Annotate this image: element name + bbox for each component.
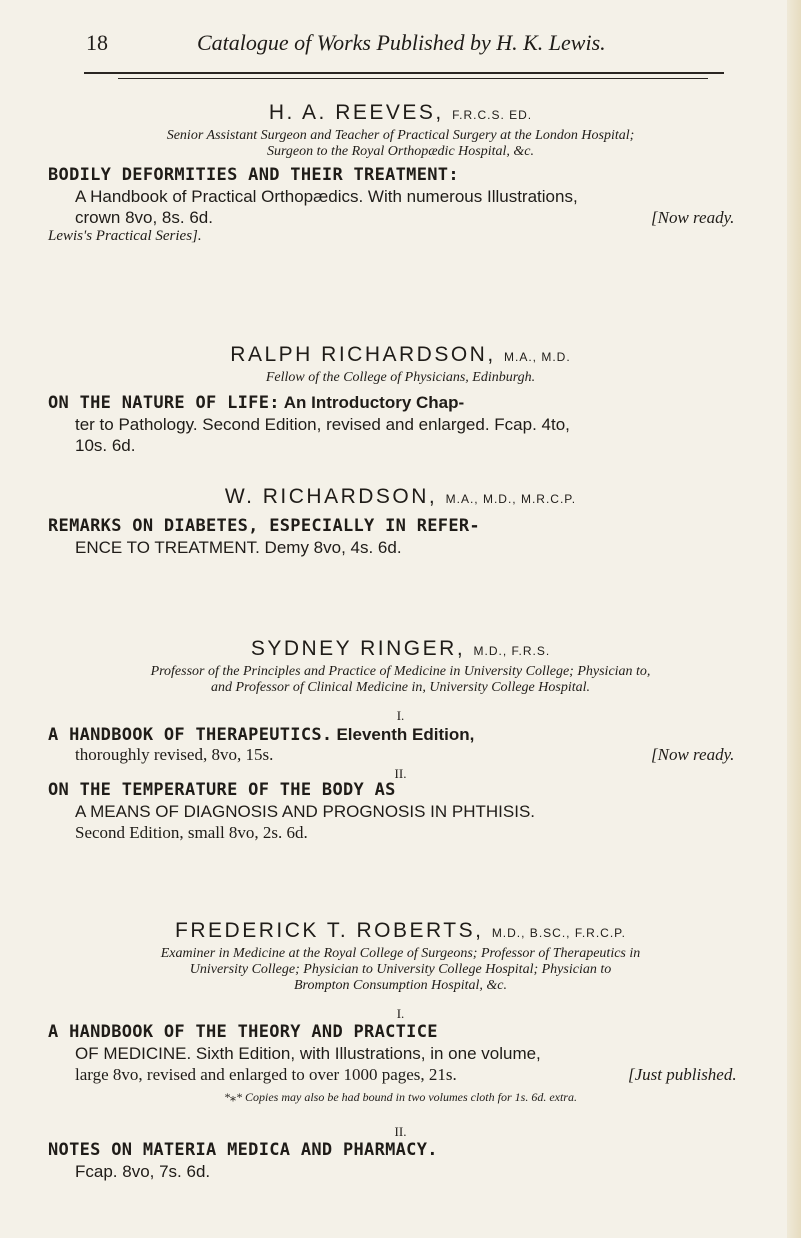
author-credentials: Examiner in Medicine at the Royal College of Surgeons; Professor of Therapeutics in <box>160 946 641 961</box>
work-numeral: I. <box>396 1006 405 1021</box>
running-title: Catalogue of Works Published by H. K. Lewis. <box>197 30 606 55</box>
work-series: Lewis's Practical Series]. <box>48 228 202 244</box>
work-status: [Now ready. <box>651 745 735 764</box>
work-title: BODILY DEFORMITIES AND THEIR TREATMENT: <box>48 165 459 185</box>
author-credentials: Fellow of the College of Physicians, Edinburgh. <box>265 370 536 385</box>
author-name: SYDNEY RINGER, M.D., F.R.S. <box>250 637 551 660</box>
author-entry <box>0 636 801 664</box>
work-note: *⁎* Copies may also be had bound in two volumes cloth for 1s. 6d. extra. <box>224 1090 577 1104</box>
page-edge <box>787 0 801 1238</box>
page-number: 18 <box>86 30 108 55</box>
author-degrees: M.D., F.R.S. <box>473 644 551 658</box>
work-numeral: II. <box>394 766 407 781</box>
work-description: 10s. 6d. <box>75 436 136 455</box>
work-title: ON THE NATURE OF LIFE: An Introductory Chap- <box>48 393 465 413</box>
work-description: crown 8vo, 8s. 6d. <box>75 208 213 227</box>
author-name: FREDERICK T. ROBERTS, M.D., B.SC., F.R.C.P. <box>175 919 626 942</box>
work-title: REMARKS ON DIABETES, ESPECIALLY IN REFER- <box>48 516 480 536</box>
author-entry <box>0 100 801 128</box>
author-credentials: Brompton Consumption Hospital, &c. <box>294 978 507 993</box>
author-degrees: F.R.C.S. ED. <box>452 108 533 122</box>
author-degrees: M.D., B.SC., F.R.C.P. <box>491 926 626 940</box>
author-credentials: Professor of the Principles and Practice of Medicine in University College; Physician to, <box>150 664 651 679</box>
work-description: Second Edition, small 8vo, 2s. 6d. <box>75 823 308 842</box>
author-credentials: Surgeon to the Royal Orthopædic Hospital, &c. <box>266 144 534 159</box>
work-description: Fcap. 8vo, 7s. 6d. <box>75 1162 211 1181</box>
author-name: RALPH RICHARDSON, M.A., M.D. <box>230 343 571 366</box>
work-description: ter to Pathology. Second Edition, revised and enlarged. Fcap. 4to, <box>75 415 570 434</box>
work-title: A HANDBOOK OF THE THEORY AND PRACTICE <box>48 1022 438 1042</box>
work-description: A Handbook of Practical Orthopædics. With numerous Illustrations, <box>75 187 578 206</box>
author-degrees: M.A., M.D., M.R.C.P. <box>445 492 577 506</box>
work-numeral: II. <box>394 1124 407 1139</box>
work-numeral: I. <box>396 708 405 723</box>
author-name: W. RICHARDSON, M.A., M.D., M.R.C.P. <box>224 485 577 508</box>
author-name: H. A. REEVES, F.R.C.S. ED. <box>268 101 533 124</box>
work-description: large 8vo, revised and enlarged to over 1000 pages, 21s. <box>75 1065 457 1084</box>
work-status: [Just published. <box>628 1065 737 1084</box>
work-title: NOTES ON MATERIA MEDICA AND PHARMACY. <box>48 1140 438 1160</box>
author-degrees: M.A., M.D. <box>504 350 571 364</box>
header-rule <box>84 72 724 74</box>
author-credentials: University College; Physician to University College Hospital; Physician to <box>189 962 612 977</box>
author-credentials: and Professor of Clinical Medicine in, University College Hospital. <box>211 680 590 695</box>
work-description: ENCE TO TREATMENT. Demy 8vo, 4s. 6d. <box>75 538 402 557</box>
work-description: thoroughly revised, 8vo, 15s. <box>75 745 274 764</box>
author-entry <box>0 342 801 370</box>
work-title: A HANDBOOK OF THERAPEUTICS. Eleventh Edition, <box>48 725 475 745</box>
work-status: [Now ready. <box>651 208 735 227</box>
work-title: ON THE TEMPERATURE OF THE BODY AS <box>48 780 396 800</box>
author-entry <box>0 484 801 512</box>
work-description: A MEANS OF DIAGNOSIS AND PROGNOSIS IN PHTHISIS. <box>75 802 536 821</box>
author-entry <box>0 918 801 946</box>
header-rule-thin <box>118 78 708 79</box>
author-credentials: Senior Assistant Surgeon and Teacher of Practical Surgery at the London Hospital; <box>166 128 635 143</box>
work-description: OF MEDICINE. Sixth Edition, with Illustrations, in one volume, <box>75 1044 541 1063</box>
